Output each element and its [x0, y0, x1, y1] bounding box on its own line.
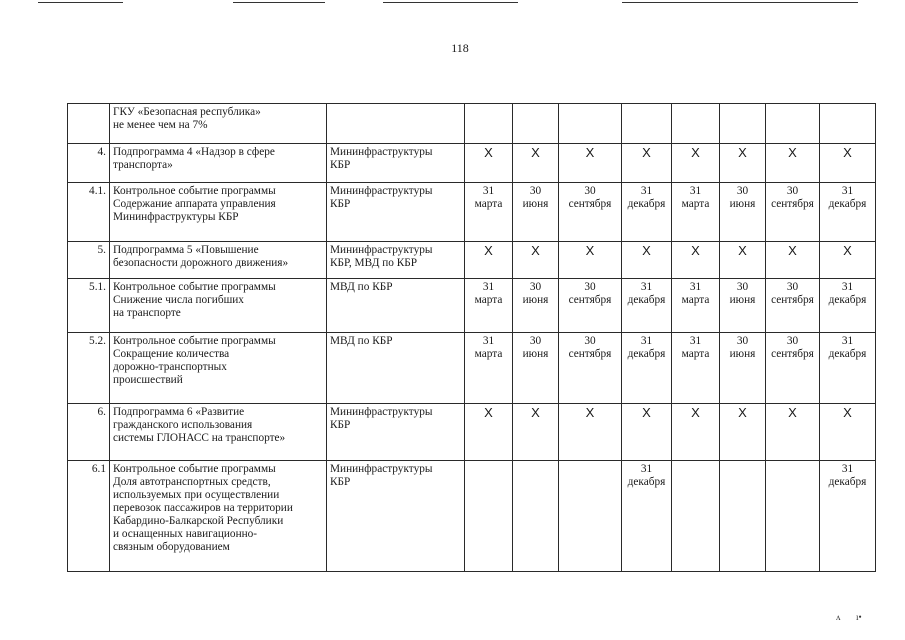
quarter-deadline-cell [465, 144, 513, 183]
deadline-text: 30 июня [729, 281, 756, 306]
quarter-deadline-cell [465, 242, 513, 279]
activity-title: Контрольное событие программы Сокращение количества дорожно-транспортных происшествий [110, 333, 327, 404]
not-applicable-mark: X [788, 145, 797, 160]
quarter-deadline-cell [766, 333, 820, 404]
table-row [68, 104, 876, 144]
quarter-deadline-cell [513, 144, 559, 183]
deadline-text: 30 сентября [568, 185, 612, 210]
not-applicable-mark: X [738, 145, 747, 160]
quarter-deadline-cell [513, 104, 559, 144]
not-applicable-mark: X [691, 145, 700, 160]
quarter-deadline-cell [622, 183, 672, 242]
table-row [68, 183, 876, 242]
quarter-deadline-cell [622, 104, 672, 144]
quarter-deadline-cell [622, 144, 672, 183]
quarter-deadline-cell [559, 333, 622, 404]
table-row [68, 333, 876, 404]
deadline-text: 31 декабря [627, 335, 666, 360]
quarter-deadline-cell [513, 242, 559, 279]
top-rule [233, 2, 325, 3]
quarter-deadline-cell [465, 404, 513, 461]
quarter-deadline-cell [766, 279, 820, 333]
quarter-deadline-cell [820, 333, 876, 404]
deadline-text: 30 июня [729, 335, 756, 360]
quarter-deadline-cell [720, 333, 766, 404]
activity-title: Контрольное событие программы Снижение числа погибших на транспорте [110, 279, 327, 333]
not-applicable-mark: X [642, 243, 651, 258]
quarter-deadline-cell [622, 333, 672, 404]
quarter-deadline-cell [766, 404, 820, 461]
responsible-executor: Мининфраструктуры КБР, МВД по КБР [327, 242, 465, 279]
not-applicable-mark: X [788, 405, 797, 420]
quarter-deadline-cell [672, 183, 720, 242]
not-applicable-mark: X [843, 145, 852, 160]
activity-title: ГКУ «Безопасная республика» не менее чем на 7% [110, 104, 327, 144]
top-rule [38, 2, 123, 3]
quarter-deadline-cell [720, 461, 766, 572]
table-row [68, 242, 876, 279]
not-applicable-mark: X [691, 405, 700, 420]
deadline-text: 30 июня [522, 185, 549, 210]
quarter-deadline-cell [672, 333, 720, 404]
quarter-deadline-cell [513, 333, 559, 404]
quarter-deadline-cell [720, 104, 766, 144]
activity-title: Контрольное событие программы Доля автотранспортных средств, используемых при осуществлении перевозок пассажиров на территории Кабардино-Балкарской Республики и оснащенных навигационно- связным оборудованием [110, 461, 327, 572]
quarter-deadline-cell [465, 279, 513, 333]
deadline-text: 31 декабря [828, 463, 867, 488]
row-number: 4.1. [68, 183, 110, 242]
deadline-text: 31 декабря [828, 335, 867, 360]
row-number: 5.2. [68, 333, 110, 404]
quarter-deadline-cell [720, 242, 766, 279]
not-applicable-mark: X [484, 145, 493, 160]
table-row [68, 144, 876, 183]
not-applicable-mark: X [531, 405, 540, 420]
quarter-deadline-cell [559, 144, 622, 183]
quarter-deadline-cell [672, 104, 720, 144]
responsible-executor [327, 104, 465, 144]
quarter-deadline-cell [513, 461, 559, 572]
deadline-text: 31 декабря [627, 281, 666, 306]
row-number: 6. [68, 404, 110, 461]
deadline-text: 30 сентября [568, 281, 612, 306]
quarter-deadline-cell [559, 461, 622, 572]
deadline-text: 30 сентября [771, 281, 814, 306]
not-applicable-mark: X [738, 243, 747, 258]
quarter-deadline-cell [559, 183, 622, 242]
not-applicable-mark: X [484, 405, 493, 420]
responsible-executor: Мининфраструктуры КБР [327, 404, 465, 461]
quarter-deadline-cell [465, 104, 513, 144]
quarter-deadline-cell [672, 242, 720, 279]
top-rule [622, 2, 858, 3]
quarter-deadline-cell [622, 279, 672, 333]
activity-title: Подпрограмма 6 «Развитие гражданского использования системы ГЛОНАСС на транспорте» [110, 404, 327, 461]
responsible-executor: Мининфраструктуры КБР [327, 461, 465, 572]
quarter-deadline-cell [820, 404, 876, 461]
deadline-text: 30 сентября [568, 335, 612, 360]
scan-speck: ʌ [836, 612, 841, 622]
quarter-deadline-cell [820, 461, 876, 572]
quarter-deadline-cell [766, 144, 820, 183]
quarter-deadline-cell [720, 183, 766, 242]
quarter-deadline-cell [766, 183, 820, 242]
not-applicable-mark: X [642, 405, 651, 420]
quarter-deadline-cell [622, 461, 672, 572]
table-row [68, 461, 876, 572]
not-applicable-mark: X [642, 145, 651, 160]
deadline-text: 30 июня [522, 335, 549, 360]
quarter-deadline-cell [559, 279, 622, 333]
quarter-deadline-cell [513, 279, 559, 333]
row-number: 4. [68, 144, 110, 183]
quarter-deadline-cell [820, 183, 876, 242]
responsible-executor: МВД по КБР [327, 279, 465, 333]
quarter-deadline-cell [820, 104, 876, 144]
quarter-deadline-cell [766, 461, 820, 572]
quarter-deadline-cell [766, 104, 820, 144]
quarter-deadline-cell [720, 279, 766, 333]
deadline-text: 30 июня [729, 185, 756, 210]
responsible-executor: МВД по КБР [327, 333, 465, 404]
not-applicable-mark: X [585, 145, 595, 160]
not-applicable-mark: X [788, 243, 797, 258]
quarter-deadline-cell [622, 404, 672, 461]
deadline-text: 31 марта [474, 335, 503, 360]
activity-title: Подпрограмма 4 «Надзор в сфере транспорта» [110, 144, 327, 183]
quarter-deadline-cell [513, 183, 559, 242]
quarter-deadline-cell [465, 461, 513, 572]
row-number: 5. [68, 242, 110, 279]
deadline-text: 31 марта [474, 281, 503, 306]
deadline-text: 31 марта [681, 281, 710, 306]
quarter-deadline-cell [820, 242, 876, 279]
table-row [68, 404, 876, 461]
scan-speck: ı• [856, 612, 862, 622]
deadline-text: 30 июня [522, 281, 549, 306]
row-number: 5.1. [68, 279, 110, 333]
deadline-text: 31 марта [681, 335, 710, 360]
not-applicable-mark: X [531, 243, 540, 258]
not-applicable-mark: X [843, 405, 852, 420]
activity-title: Контрольное событие программы Содержание аппарата управления Мининфраструктуры КБР [110, 183, 327, 242]
not-applicable-mark: X [585, 405, 595, 420]
activity-title: Подпрограмма 5 «Повышение безопасности дорожного движения» [110, 242, 327, 279]
deadline-text: 30 сентября [771, 185, 814, 210]
quarter-deadline-cell [559, 242, 622, 279]
quarter-deadline-cell [513, 404, 559, 461]
deadline-text: 31 марта [681, 185, 710, 210]
quarter-deadline-cell [672, 279, 720, 333]
quarter-deadline-cell [465, 333, 513, 404]
quarter-deadline-cell [820, 144, 876, 183]
responsible-executor: Мининфраструктуры КБР [327, 183, 465, 242]
not-applicable-mark: X [738, 405, 747, 420]
not-applicable-mark: X [691, 243, 700, 258]
quarter-deadline-cell [720, 144, 766, 183]
deadline-text: 31 декабря [627, 185, 666, 210]
quarter-deadline-cell [672, 404, 720, 461]
not-applicable-mark: X [843, 243, 852, 258]
quarter-deadline-cell [720, 404, 766, 461]
deadline-text: 31 декабря [828, 281, 867, 306]
quarter-deadline-cell [672, 461, 720, 572]
not-applicable-mark: X [531, 145, 540, 160]
responsible-executor: Мининфраструктуры КБР [327, 144, 465, 183]
quarter-deadline-cell [672, 144, 720, 183]
row-number [68, 104, 110, 144]
quarter-deadline-cell [766, 242, 820, 279]
deadline-text: 31 декабря [627, 463, 666, 488]
quarter-deadline-cell [820, 279, 876, 333]
not-applicable-mark: X [484, 243, 493, 258]
deadline-text: 30 сентября [771, 335, 814, 360]
deadline-text: 31 марта [474, 185, 503, 210]
quarter-deadline-cell [622, 242, 672, 279]
schedule-table [67, 103, 876, 572]
quarter-deadline-cell [465, 183, 513, 242]
deadline-text: 31 декабря [828, 185, 867, 210]
page-number: 118 [451, 41, 469, 55]
top-rule [383, 2, 518, 3]
table-row [68, 279, 876, 333]
row-number: 6.1 [68, 461, 110, 572]
quarter-deadline-cell [559, 404, 622, 461]
quarter-deadline-cell [559, 104, 622, 144]
not-applicable-mark: X [585, 243, 595, 258]
